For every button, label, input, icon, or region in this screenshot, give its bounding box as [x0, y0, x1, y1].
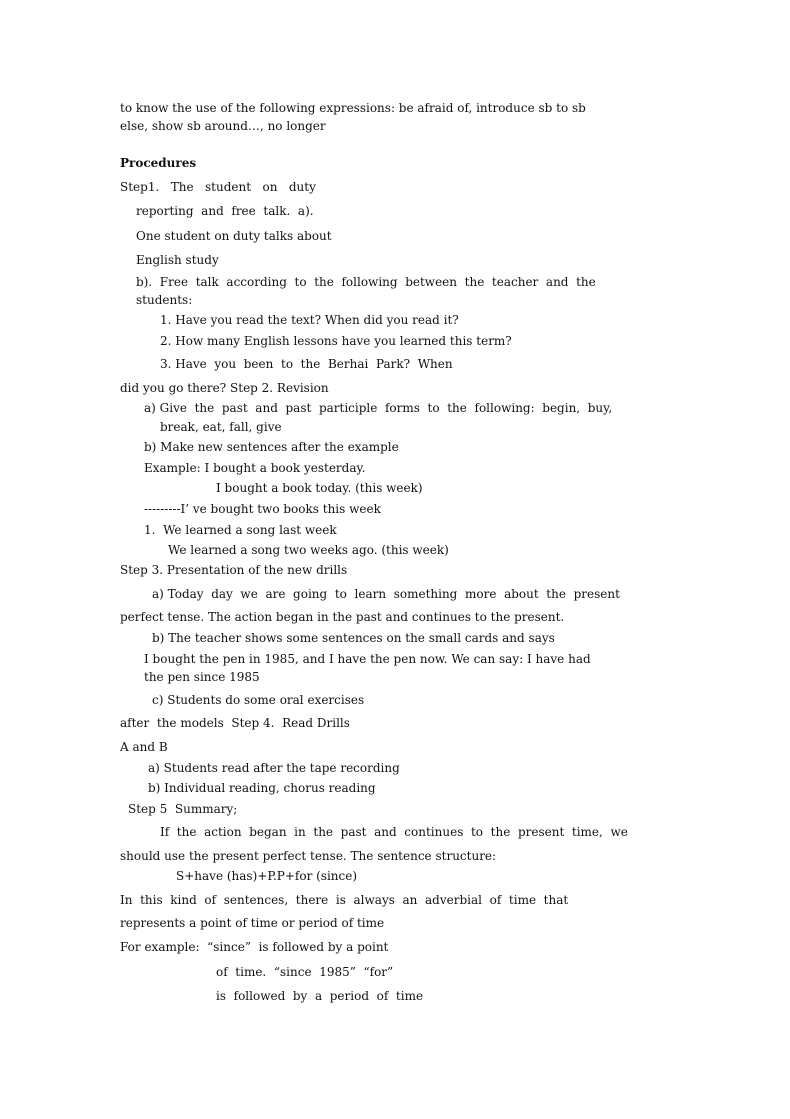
step2-a-line-2: break, eat, fall, give	[160, 420, 282, 434]
step1-line-3: One student on duty talks about	[136, 229, 332, 243]
step1-b-line-1: b). Free talk according to the following between the teacher and the	[136, 275, 596, 289]
step4-a-and-b: A and B	[120, 740, 168, 754]
step1-question-1: 1. Have you read the text? When did you read it?	[160, 313, 459, 327]
step1-question-3-cont: did you go there? Step 2. Revision	[120, 381, 329, 395]
step2-example-1: Example: I bought a book yesterday.	[144, 461, 366, 475]
step5-note-line-1: In this kind of sentences, there is always an adverbial of time that	[120, 893, 569, 907]
step3-a-line-1: a) Today day we are going to learn something more about the present	[152, 587, 620, 601]
step5-para-line-1: If the action began in the past and continues to the present time, we	[160, 825, 628, 839]
step2-b: b) Make new sentences after the example	[144, 440, 399, 454]
step2-item-1-cont: We learned a song two weeks ago. (this week)	[168, 543, 449, 557]
step1-b-line-2: students:	[136, 293, 193, 307]
step3-title: Step 3. Presentation of the new drills	[120, 563, 348, 577]
step1-line-2: reporting and free talk. a).	[136, 204, 314, 218]
step3-a-line-2: perfect tense. The action began in the past and continues to the present.	[120, 610, 565, 624]
step2-example-3: ---------I’ ve bought two books this week	[144, 502, 381, 516]
step2-a-line-1: a) Give the past and past participle forms to the following: begin, buy,	[144, 401, 613, 415]
step5-example-line-2: of time. “since 1985” “for”	[216, 965, 394, 979]
step1-line-4: English study	[136, 253, 219, 267]
step5-para-line-2: should use the present perfect tense. The sentence structure:	[120, 849, 497, 863]
step5-example-line-1: For example: “since” is followed by a point	[120, 940, 389, 954]
step1-line-1: Step1. The student on duty	[120, 180, 316, 194]
step4-b: b) Individual reading, chorus reading	[148, 781, 376, 795]
step3-example-line-2: the pen since 1985	[144, 670, 260, 684]
step3-c-cont: after the models Step 4. Read Drills	[120, 716, 350, 730]
step3-c: c) Students do some oral exercises	[152, 693, 365, 707]
step1-question-3: 3. Have you been to the Berhai Park? When	[160, 357, 453, 371]
step5-example-line-3: is followed by a period of time	[216, 989, 424, 1003]
step3-b: b) The teacher shows some sentences on the small cards and says	[152, 631, 555, 645]
step5-title: Step 5 Summary;	[128, 802, 238, 816]
objectives-line-2: else, show sb around…, no longer	[120, 119, 326, 133]
procedures-heading: Procedures	[120, 156, 197, 170]
step5-formula: S+have (has)+P.P+for (since)	[176, 869, 358, 883]
step3-example-line-1: I bought the pen in 1985, and I have the pen now. We can say: I have had	[144, 652, 591, 666]
step4-a: a) Students read after the tape recording	[148, 761, 400, 775]
step5-note-line-2: represents a point of time or period of time	[120, 916, 385, 930]
objectives-line-1: to know the use of the following expressions: be afraid of, introduce sb to sb	[120, 101, 586, 115]
step2-item-1: 1. We learned a song last week	[144, 523, 337, 537]
step2-example-2: I bought a book today. (this week)	[216, 481, 423, 495]
step1-question-2: 2. How many English lessons have you learned this term?	[160, 334, 512, 348]
